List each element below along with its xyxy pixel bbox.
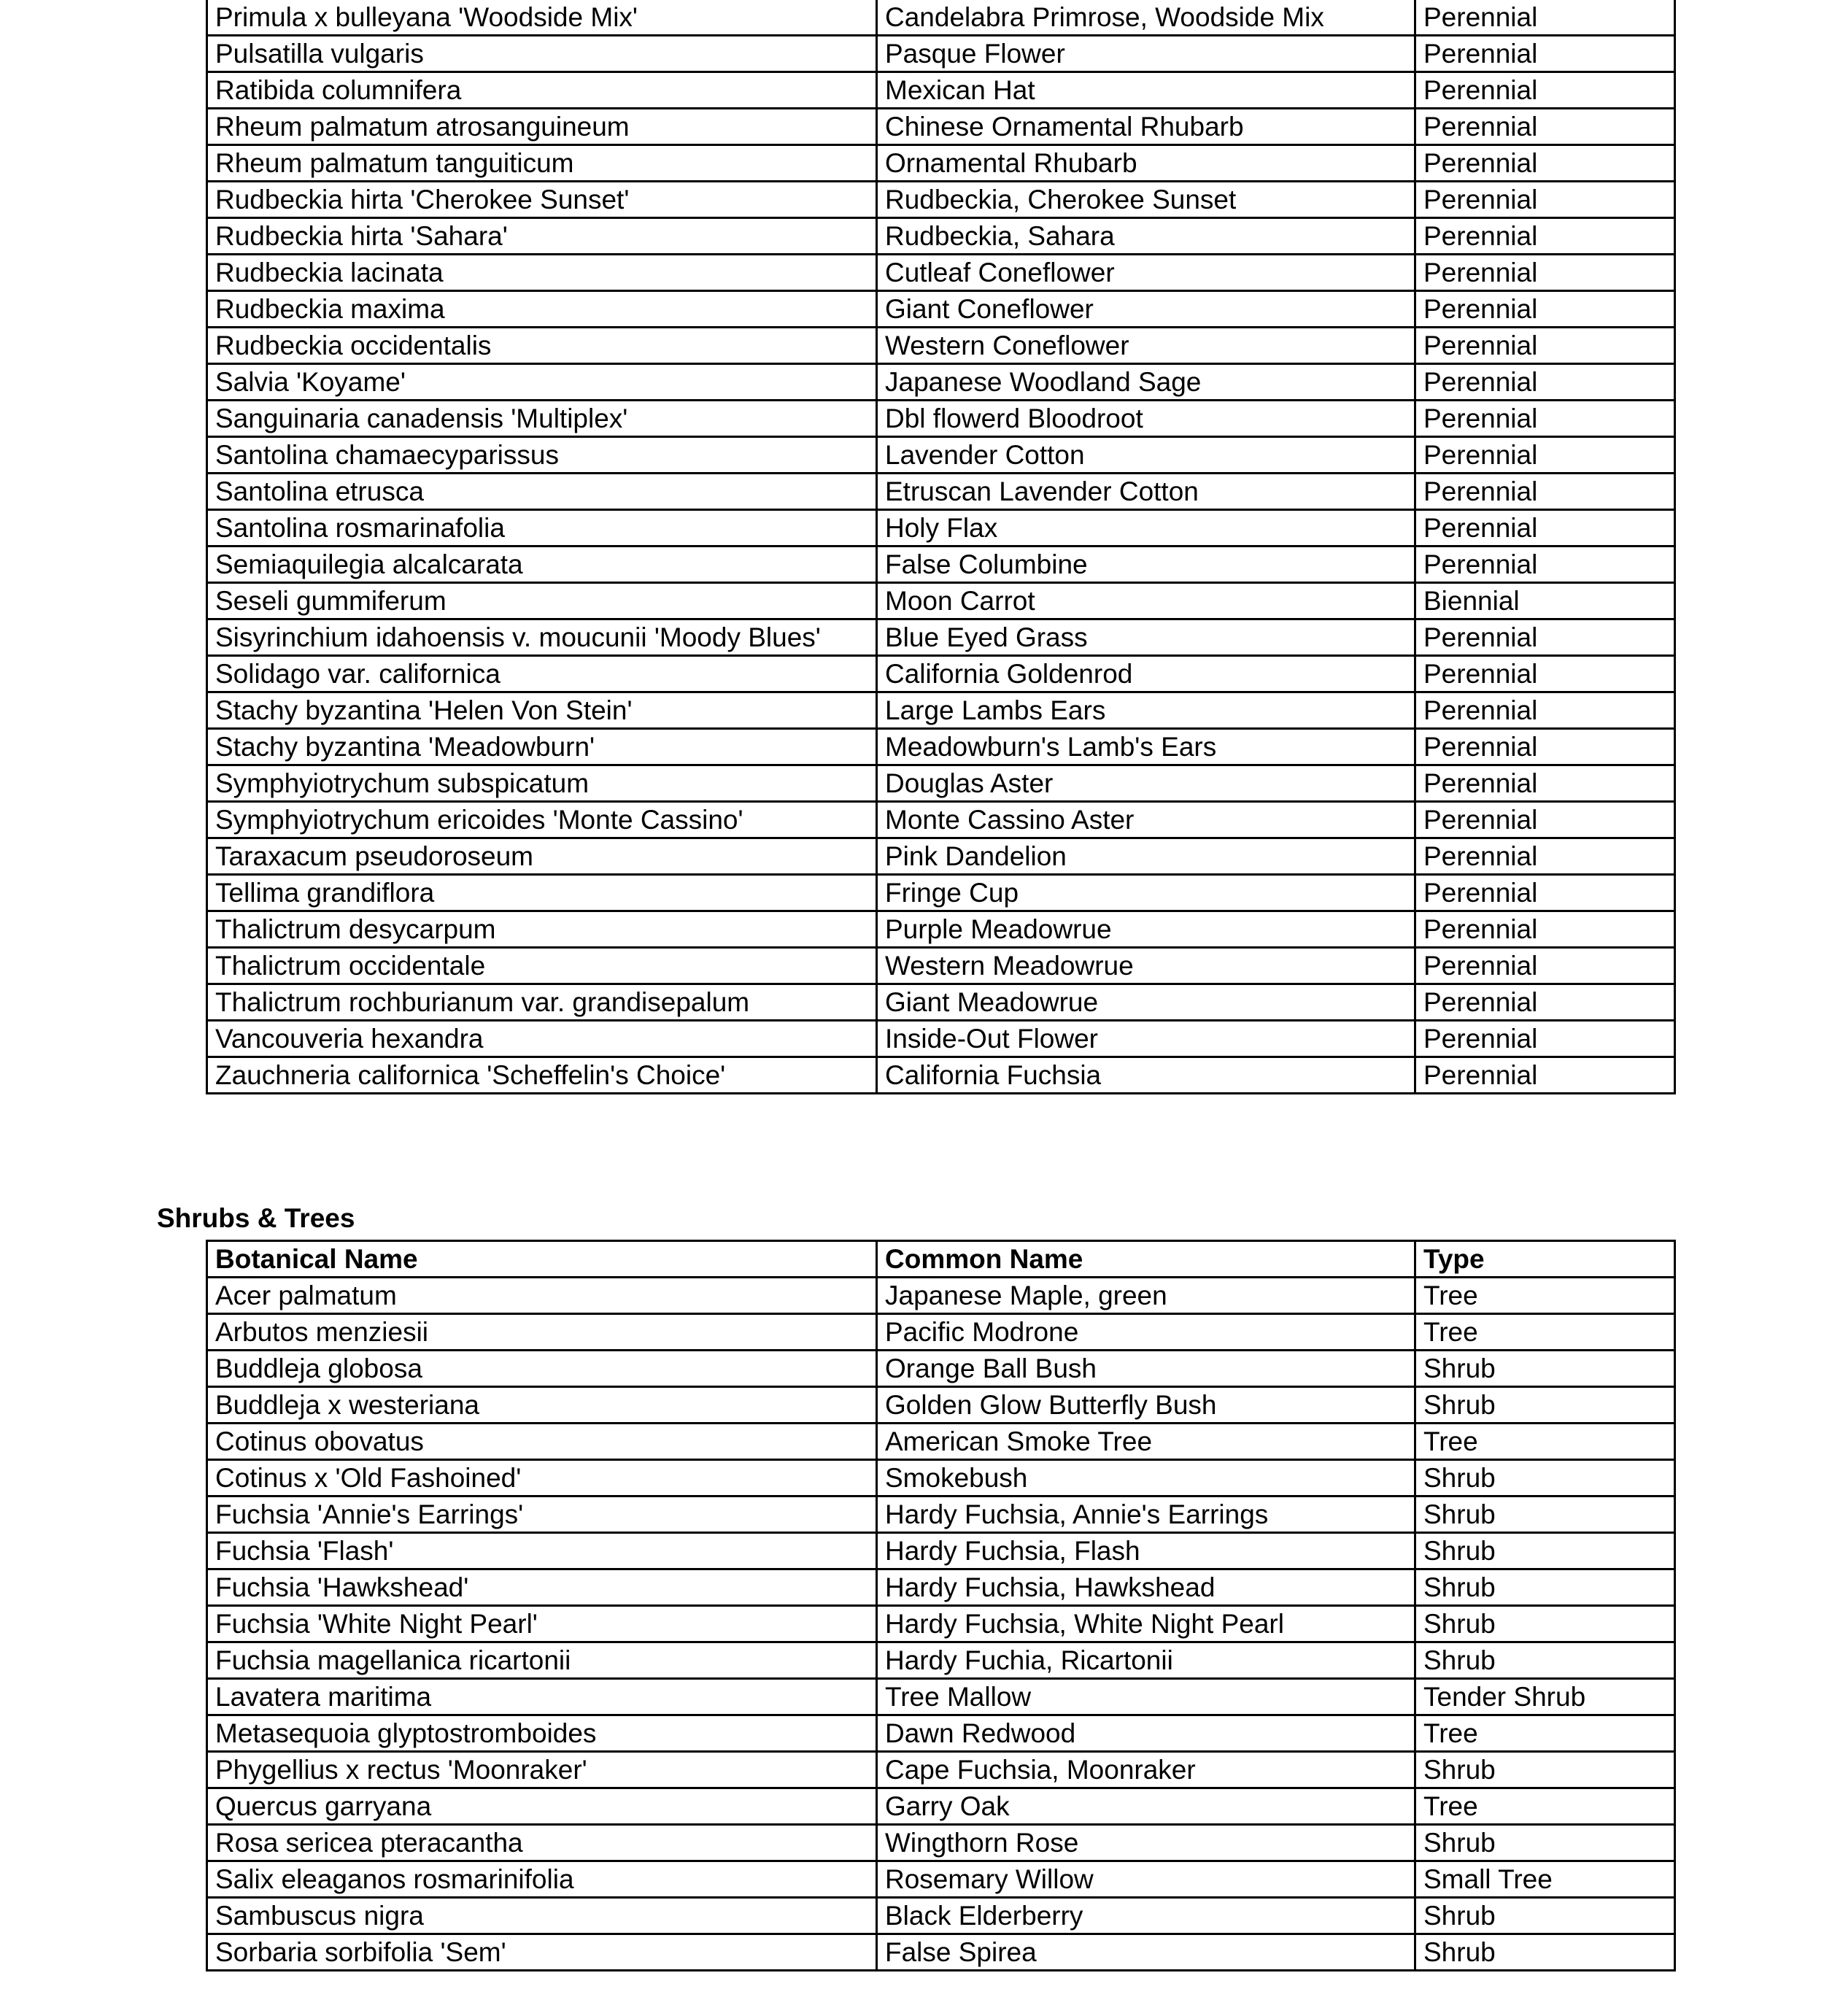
botanical-name-cell: Solidago var. californica bbox=[207, 656, 877, 692]
type-cell: Shrub bbox=[1415, 1642, 1675, 1679]
common-name-cell: Hardy Fuchia, Ricartonii bbox=[877, 1642, 1415, 1679]
table-row bbox=[207, 911, 1675, 948]
type-cell: Perennial bbox=[1415, 401, 1675, 437]
type-cell: Perennial bbox=[1415, 474, 1675, 510]
common-name-cell: Western Coneflower bbox=[877, 328, 1415, 364]
common-name-cell: Japanese Woodland Sage bbox=[877, 364, 1415, 401]
section-heading-shrubs-trees: Shrubs & Trees bbox=[157, 1203, 355, 1233]
type-cell: Perennial bbox=[1415, 948, 1675, 984]
table-row bbox=[207, 145, 1675, 182]
botanical-name-cell: Stachy byzantina 'Meadowburn' bbox=[207, 729, 877, 765]
table-row bbox=[207, 1752, 1675, 1788]
botanical-name-cell: Rudbeckia hirta 'Sahara' bbox=[207, 218, 877, 255]
table-row bbox=[207, 656, 1675, 692]
common-name-cell: Inside-Out Flower bbox=[877, 1021, 1415, 1057]
table-row bbox=[207, 1424, 1675, 1460]
common-name-cell: Meadowburn's Lamb's Ears bbox=[877, 729, 1415, 765]
botanical-name-cell: Sisyrinchium idahoensis v. moucunii 'Moody Blues' bbox=[207, 619, 877, 656]
type-cell: Small Tree bbox=[1415, 1861, 1675, 1898]
common-name-cell: Wingthorn Rose bbox=[877, 1825, 1415, 1861]
botanical-name-cell: Buddleja globosa bbox=[207, 1351, 877, 1387]
common-name-cell: California Goldenrod bbox=[877, 656, 1415, 692]
botanical-name-cell: Santolina rosmarinafolia bbox=[207, 510, 877, 547]
botanical-name-cell: Salvia 'Koyame' bbox=[207, 364, 877, 401]
table-row bbox=[207, 182, 1675, 218]
type-cell: Shrub bbox=[1415, 1460, 1675, 1496]
botanical-name-cell: Cotinus obovatus bbox=[207, 1424, 877, 1460]
botanical-name-cell: Pulsatilla vulgaris bbox=[207, 36, 877, 72]
type-cell: Biennial bbox=[1415, 583, 1675, 619]
type-cell: Perennial bbox=[1415, 692, 1675, 729]
common-name-cell: California Fuchsia bbox=[877, 1057, 1415, 1094]
common-name-cell: Golden Glow Butterfly Bush bbox=[877, 1387, 1415, 1424]
botanical-name-cell: Stachy byzantina 'Helen Von Stein' bbox=[207, 692, 877, 729]
common-name-cell: Douglas Aster bbox=[877, 765, 1415, 802]
common-name-cell: Pink Dandelion bbox=[877, 838, 1415, 875]
type-cell: Perennial bbox=[1415, 0, 1675, 36]
table-row bbox=[207, 729, 1675, 765]
type-cell: Shrub bbox=[1415, 1496, 1675, 1533]
table-row bbox=[207, 1496, 1675, 1533]
common-name-cell: Holy Flax bbox=[877, 510, 1415, 547]
common-name-cell: Pacific Modrone bbox=[877, 1314, 1415, 1351]
common-name-cell: Orange Ball Bush bbox=[877, 1351, 1415, 1387]
botanical-name-cell: Fuchsia magellanica ricartonii bbox=[207, 1642, 877, 1679]
type-cell: Perennial bbox=[1415, 875, 1675, 911]
table-row bbox=[207, 1898, 1675, 1934]
botanical-name-cell: Tellima grandiflora bbox=[207, 875, 877, 911]
common-name-cell: Candelabra Primrose, Woodside Mix bbox=[877, 0, 1415, 36]
common-name-cell: Japanese Maple, green bbox=[877, 1278, 1415, 1314]
common-name-cell: Dawn Redwood bbox=[877, 1715, 1415, 1752]
type-cell: Shrub bbox=[1415, 1533, 1675, 1569]
type-cell: Tree bbox=[1415, 1788, 1675, 1825]
common-name-cell: Hardy Fuchsia, White Night Pearl bbox=[877, 1606, 1415, 1642]
table-row bbox=[207, 1715, 1675, 1752]
common-name-cell: Rosemary Willow bbox=[877, 1861, 1415, 1898]
type-cell: Perennial bbox=[1415, 36, 1675, 72]
table-row bbox=[207, 291, 1675, 328]
botanical-name-cell: Santolina etrusca bbox=[207, 474, 877, 510]
type-cell: Tree bbox=[1415, 1314, 1675, 1351]
type-cell: Perennial bbox=[1415, 547, 1675, 583]
table-row bbox=[207, 364, 1675, 401]
common-name-cell: Cape Fuchsia, Moonraker bbox=[877, 1752, 1415, 1788]
type-cell: Perennial bbox=[1415, 984, 1675, 1021]
type-cell: Tree bbox=[1415, 1424, 1675, 1460]
type-cell: Shrub bbox=[1415, 1351, 1675, 1387]
common-name-cell: Giant Coneflower bbox=[877, 291, 1415, 328]
common-name-cell: Black Elderberry bbox=[877, 1898, 1415, 1934]
type-cell: Perennial bbox=[1415, 291, 1675, 328]
table-row bbox=[207, 619, 1675, 656]
perennials-table-body bbox=[207, 0, 1675, 1094]
type-cell: Perennial bbox=[1415, 729, 1675, 765]
botanical-name-cell: Rudbeckia occidentalis bbox=[207, 328, 877, 364]
common-name-cell: False Columbine bbox=[877, 547, 1415, 583]
botanical-name-cell: Sorbaria sorbifolia 'Sem' bbox=[207, 1934, 877, 1971]
table-row bbox=[207, 547, 1675, 583]
table-row bbox=[207, 1057, 1675, 1094]
table-row bbox=[207, 984, 1675, 1021]
common-name-cell: Garry Oak bbox=[877, 1788, 1415, 1825]
table-row bbox=[207, 1021, 1675, 1057]
type-cell: Tender Shrub bbox=[1415, 1679, 1675, 1715]
botanical-name-cell: Rheum palmatum atrosanguineum bbox=[207, 109, 877, 145]
common-name-cell: Chinese Ornamental Rhubarb bbox=[877, 109, 1415, 145]
shrubs-trees-table bbox=[206, 1240, 1676, 1971]
type-cell: Perennial bbox=[1415, 437, 1675, 474]
botanical-name-cell: Thalictrum desycarpum bbox=[207, 911, 877, 948]
header-common-name: Common Name bbox=[877, 1241, 1415, 1278]
table-row bbox=[207, 510, 1675, 547]
type-cell: Perennial bbox=[1415, 218, 1675, 255]
type-cell: Tree bbox=[1415, 1715, 1675, 1752]
table-row bbox=[207, 1825, 1675, 1861]
table-row bbox=[207, 72, 1675, 109]
type-cell: Perennial bbox=[1415, 619, 1675, 656]
common-name-cell: Hardy Fuchsia, Hawkshead bbox=[877, 1569, 1415, 1606]
table-row bbox=[207, 1679, 1675, 1715]
table-row bbox=[207, 875, 1675, 911]
common-name-cell: Fringe Cup bbox=[877, 875, 1415, 911]
botanical-name-cell: Rudbeckia lacinata bbox=[207, 255, 877, 291]
table-row bbox=[207, 765, 1675, 802]
table-row bbox=[207, 1278, 1675, 1314]
table-row bbox=[207, 437, 1675, 474]
type-cell: Perennial bbox=[1415, 255, 1675, 291]
botanical-name-cell: Cotinus x 'Old Fashoined' bbox=[207, 1460, 877, 1496]
shrubs-trees-table-body bbox=[207, 1241, 1675, 1971]
table-row bbox=[207, 109, 1675, 145]
type-cell: Perennial bbox=[1415, 838, 1675, 875]
type-cell: Perennial bbox=[1415, 1021, 1675, 1057]
table-row bbox=[207, 1314, 1675, 1351]
common-name-cell: Western Meadowrue bbox=[877, 948, 1415, 984]
type-cell: Perennial bbox=[1415, 656, 1675, 692]
botanical-name-cell: Thalictrum occidentale bbox=[207, 948, 877, 984]
type-cell: Perennial bbox=[1415, 802, 1675, 838]
table-row bbox=[207, 1788, 1675, 1825]
botanical-name-cell: Phygellius x rectus 'Moonraker' bbox=[207, 1752, 877, 1788]
type-cell: Shrub bbox=[1415, 1825, 1675, 1861]
common-name-cell: Cutleaf Coneflower bbox=[877, 255, 1415, 291]
botanical-name-cell: Quercus garryana bbox=[207, 1788, 877, 1825]
table-row bbox=[207, 474, 1675, 510]
table-row bbox=[207, 838, 1675, 875]
table-row bbox=[207, 692, 1675, 729]
botanical-name-cell: Metasequoia glyptostromboides bbox=[207, 1715, 877, 1752]
type-cell: Shrub bbox=[1415, 1387, 1675, 1424]
table-row bbox=[207, 802, 1675, 838]
common-name-cell: Mexican Hat bbox=[877, 72, 1415, 109]
table-row bbox=[207, 1569, 1675, 1606]
perennials-table bbox=[206, 0, 1676, 1094]
table-row bbox=[207, 1642, 1675, 1679]
common-name-cell: Monte Cassino Aster bbox=[877, 802, 1415, 838]
table-row bbox=[207, 36, 1675, 72]
common-name-cell: Smokebush bbox=[877, 1460, 1415, 1496]
header-type: Type bbox=[1415, 1241, 1675, 1278]
botanical-name-cell: Taraxacum pseudoroseum bbox=[207, 838, 877, 875]
table-header-row bbox=[207, 1241, 1675, 1278]
common-name-cell: Tree Mallow bbox=[877, 1679, 1415, 1715]
common-name-cell: Large Lambs Ears bbox=[877, 692, 1415, 729]
botanical-name-cell: Sanguinaria canadensis 'Multiplex' bbox=[207, 401, 877, 437]
type-cell: Perennial bbox=[1415, 1057, 1675, 1094]
botanical-name-cell: Arbutos menziesii bbox=[207, 1314, 877, 1351]
botanical-name-cell: Fuchsia 'Annie's Earrings' bbox=[207, 1496, 877, 1533]
type-cell: Shrub bbox=[1415, 1934, 1675, 1971]
common-name-cell: Etruscan Lavender Cotton bbox=[877, 474, 1415, 510]
type-cell: Perennial bbox=[1415, 109, 1675, 145]
type-cell: Perennial bbox=[1415, 364, 1675, 401]
type-cell: Perennial bbox=[1415, 182, 1675, 218]
type-cell: Perennial bbox=[1415, 510, 1675, 547]
botanical-name-cell: Rudbeckia maxima bbox=[207, 291, 877, 328]
botanical-name-cell: Primula x bulleyana 'Woodside Mix' bbox=[207, 0, 877, 36]
common-name-cell: Moon Carrot bbox=[877, 583, 1415, 619]
botanical-name-cell: Fuchsia 'Flash' bbox=[207, 1533, 877, 1569]
table-row bbox=[207, 1861, 1675, 1898]
botanical-name-cell: Semiaquilegia alcalcarata bbox=[207, 547, 877, 583]
type-cell: Perennial bbox=[1415, 145, 1675, 182]
type-cell: Shrub bbox=[1415, 1606, 1675, 1642]
botanical-name-cell: Rudbeckia hirta 'Cherokee Sunset' bbox=[207, 182, 877, 218]
type-cell: Shrub bbox=[1415, 1752, 1675, 1788]
common-name-cell: Rudbeckia, Cherokee Sunset bbox=[877, 182, 1415, 218]
table-row bbox=[207, 401, 1675, 437]
botanical-name-cell: Sambuscus nigra bbox=[207, 1898, 877, 1934]
type-cell: Perennial bbox=[1415, 765, 1675, 802]
common-name-cell: Dbl flowerd Bloodroot bbox=[877, 401, 1415, 437]
botanical-name-cell: Lavatera maritima bbox=[207, 1679, 877, 1715]
botanical-name-cell: Ratibida columnifera bbox=[207, 72, 877, 109]
table-row bbox=[207, 218, 1675, 255]
table-row bbox=[207, 1460, 1675, 1496]
botanical-name-cell: Acer palmatum bbox=[207, 1278, 877, 1314]
botanical-name-cell: Rheum palmatum tanguiticum bbox=[207, 145, 877, 182]
common-name-cell: Lavender Cotton bbox=[877, 437, 1415, 474]
table-row bbox=[207, 1387, 1675, 1424]
botanical-name-cell: Symphyiotrychum ericoides 'Monte Cassino' bbox=[207, 802, 877, 838]
table-row bbox=[207, 328, 1675, 364]
botanical-name-cell: Seseli gummiferum bbox=[207, 583, 877, 619]
type-cell: Perennial bbox=[1415, 911, 1675, 948]
botanical-name-cell: Fuchsia 'White Night Pearl' bbox=[207, 1606, 877, 1642]
botanical-name-cell: Fuchsia 'Hawkshead' bbox=[207, 1569, 877, 1606]
botanical-name-cell: Santolina chamaecyparissus bbox=[207, 437, 877, 474]
common-name-cell: American Smoke Tree bbox=[877, 1424, 1415, 1460]
botanical-name-cell: Rosa sericea pteracantha bbox=[207, 1825, 877, 1861]
botanical-name-cell: Vancouveria hexandra bbox=[207, 1021, 877, 1057]
botanical-name-cell: Salix eleaganos rosmarinifolia bbox=[207, 1861, 877, 1898]
table-row bbox=[207, 1533, 1675, 1569]
type-cell: Shrub bbox=[1415, 1898, 1675, 1934]
common-name-cell: Rudbeckia, Sahara bbox=[877, 218, 1415, 255]
type-cell: Shrub bbox=[1415, 1569, 1675, 1606]
table-row bbox=[207, 1934, 1675, 1971]
table-row bbox=[207, 1606, 1675, 1642]
common-name-cell: Giant Meadowrue bbox=[877, 984, 1415, 1021]
header-botanical-name: Botanical Name bbox=[207, 1241, 877, 1278]
common-name-cell: Blue Eyed Grass bbox=[877, 619, 1415, 656]
botanical-name-cell: Buddleja x westeriana bbox=[207, 1387, 877, 1424]
botanical-name-cell: Symphyiotrychum subspicatum bbox=[207, 765, 877, 802]
common-name-cell: Ornamental Rhubarb bbox=[877, 145, 1415, 182]
type-cell: Perennial bbox=[1415, 72, 1675, 109]
table-row bbox=[207, 1351, 1675, 1387]
common-name-cell: Hardy Fuchsia, Flash bbox=[877, 1533, 1415, 1569]
botanical-name-cell: Thalictrum rochburianum var. grandisepalum bbox=[207, 984, 877, 1021]
table-row bbox=[207, 583, 1675, 619]
botanical-name-cell: Zauchneria californica 'Scheffelin's Choice' bbox=[207, 1057, 877, 1094]
common-name-cell: Purple Meadowrue bbox=[877, 911, 1415, 948]
type-cell: Tree bbox=[1415, 1278, 1675, 1314]
table-row bbox=[207, 0, 1675, 36]
table-row bbox=[207, 255, 1675, 291]
common-name-cell: Hardy Fuchsia, Annie's Earrings bbox=[877, 1496, 1415, 1533]
type-cell: Perennial bbox=[1415, 328, 1675, 364]
table-row bbox=[207, 948, 1675, 984]
common-name-cell: False Spirea bbox=[877, 1934, 1415, 1971]
common-name-cell: Pasque Flower bbox=[877, 36, 1415, 72]
